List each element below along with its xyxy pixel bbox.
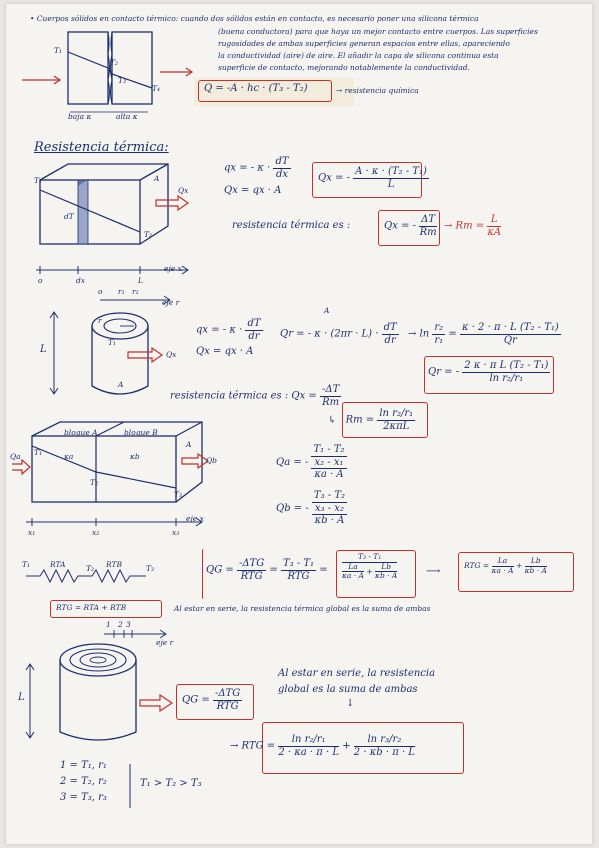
circuit-t3: T₃ [146, 564, 155, 573]
circuit-t1: T₁ [22, 560, 31, 569]
comp-qb: Qb [206, 456, 217, 465]
intro-line-5: superficie de contacto, mejorando notablemente la conductividad. [218, 63, 470, 72]
contact-t3: T₃ [118, 76, 127, 85]
comp-block-b: bloque B [124, 428, 158, 437]
cyl-t1: T₁ [108, 338, 117, 347]
comp-kb: κb [130, 452, 140, 461]
intro-line-4: la conductividad (aire) de aire. El añadir la capa de silicona continua esta [218, 51, 499, 60]
slab-dt: dT [64, 212, 74, 221]
cyl-eq3-a: A [324, 306, 330, 315]
circuit-t2: T₂ [86, 564, 95, 573]
mcyl-q: QG = $\frac{\text{-ΔTG}}{\text{RTG}}$ [182, 688, 241, 712]
series-arrow: ⟶ [426, 566, 441, 577]
mcyl-down-arrow: ↓ [346, 698, 355, 709]
cyl-res-text: resistencia térmica es : Qx = $\frac{-\Delta T}{Rт}$ [170, 384, 340, 408]
cyl-axis-r2: r₂ [132, 287, 139, 296]
slab-eq1: qx = - κ · $\frac{dT}{dx}$ [224, 156, 289, 180]
cyl-eq1: qx = - κ · $\frac{dT}{dr}$ [196, 318, 261, 342]
slab-flux: Qx = - $\frac{\text{A · κ · (T₂ - T₁)}}{L}$ [318, 166, 427, 190]
mcyl-note-1: Al estar en serie, la resistencia [278, 668, 436, 679]
cyl-a: A [118, 380, 124, 389]
slab-qx: Qx [178, 186, 189, 195]
comp-t3: T₃ [174, 490, 183, 499]
resistor-circuit [22, 558, 172, 588]
section-title: Resistencia térmica: [34, 140, 169, 155]
slab-axis-dx: dx [76, 276, 86, 285]
slab-a: A [154, 174, 160, 183]
intro-line-1: • Cuerpos sólidos en contacto térmico: cuando dos sólidos están en contacto, es necesario poner una silicona térmica [30, 14, 479, 23]
cyl-rt: ↳ Rт = $\frac{\text{ln r₂/r₁}}{\text{2κπL}}$ [328, 408, 414, 432]
slab-axis-o: o [38, 276, 43, 285]
mcyl-l: L [18, 692, 25, 703]
contact-formula: Q = -A · hc · (T₃ - T₂) [204, 83, 308, 94]
slab-axis-l: L [138, 276, 143, 285]
slab-t2: T₂ [144, 230, 153, 239]
comp-t1: T₁ [34, 448, 43, 457]
mcyl-legend-bracket [126, 762, 136, 810]
comp-qa-eq: Qa = - T₁ - T₂ x₂ - x₁ κa · A [276, 444, 345, 480]
contact-high-k: alta κ [116, 112, 138, 121]
mcyl-axis-1: 1 [106, 620, 111, 629]
cyl-l: L [40, 344, 47, 355]
comp-t2: T₂ [90, 478, 99, 487]
contact-diagram [16, 24, 206, 129]
mcyl-order: T₁ > T₂ > T₃ [140, 778, 202, 789]
comp-a: A [186, 440, 192, 449]
contact-t4: T₄ [152, 84, 161, 93]
comp-axis-x3: x₃ [172, 528, 180, 537]
slab-t1: T₁ [34, 176, 43, 185]
circuit-rta: RTA [50, 560, 66, 569]
mcyl-legend-3: 3 = T₃, r₃ [60, 792, 107, 803]
intro-line-3: rugosidades de ambas superficies generan espacios entre ellas, apareciendo [218, 39, 510, 48]
cyl-axis-o: o [98, 287, 103, 296]
cyl-r: r [98, 316, 102, 325]
contact-t2: T₂ [110, 58, 119, 67]
slab-res-formula: Qx = - $\frac{\Delta T}{Rт}$ [384, 214, 437, 238]
intro-line-2: (buena conductora) para que haya un mejor contacto entre cuerpos. Las superficies [218, 27, 538, 36]
comp-axis-x1: x₁ [28, 528, 36, 537]
comp-axis-label: eje x [186, 514, 204, 523]
mcyl-axis-label: eje r [156, 638, 174, 647]
mcyl-legend-2: 2 = T₂, r₂ [60, 776, 107, 787]
slab-rt: → Rт = $\frac{L}{\kappa A}$ [444, 214, 502, 238]
series-note: Al estar en serie, la resistencia térmica global es la suma de ambas [174, 604, 431, 613]
slab-eq2: Qx = qx · A [224, 185, 282, 196]
cyl-qx: Qx [166, 350, 177, 359]
slab-res-text: resistencia térmica es : [232, 220, 351, 231]
series-rtg: RTG = $\frac{La}{\kappa a \cdot A}$ + $\frac{Lb}{\kappa b \cdot A}$ [464, 556, 547, 575]
contact-low-k: baja κ [68, 112, 92, 121]
contact-note: → resistencia química [336, 86, 419, 95]
mcyl-rtg: → RTG = $\frac{\text{ln r₂/r₁}}{2 \cdot \kappa a \cdot \pi \cdot L}$ + $\frac{\text{ln r₃/r₂}}{2 \cdot \kappa b \cdot \pi \cdot L}$ [230, 734, 415, 758]
mcyl-axis-3: 3 [126, 620, 131, 629]
series-q-expanded: T₃ - T₁ $\frac{La}{\kappa a \cdot A}$ + $\frac{Lb}{\kappa b \cdot A}$ [342, 552, 398, 581]
cyl-axis-r1: r₁ [118, 287, 125, 296]
series-sum: RTG = RTA + RTB [56, 603, 127, 612]
comp-axis-x2: x₂ [92, 528, 100, 537]
comp-qb-eq: Qb = - T₃ - T₂ x₃ - x₂ κb · A [276, 490, 345, 526]
composite-diagram [12, 416, 222, 542]
cyl-eq2: Qx = qx · A [196, 346, 254, 357]
mcyl-note-2: global es la suma de ambas [278, 684, 418, 695]
notes-page [6, 4, 592, 844]
slab-axis-label: eje x [164, 264, 182, 273]
contact-t1: T₁ [54, 46, 63, 55]
comp-ka: κa [64, 452, 74, 461]
comp-qa: Qa [10, 452, 21, 461]
comp-block-a: bloque A [64, 428, 98, 437]
cyl-eq3: Qr = - κ · (2πr · L) · $\frac{dT}{dr}$ [280, 322, 397, 346]
cyl-flux: Qr = - $\frac{\text{2 κ · π L (T₂ - T₁)}}{\text{ln r₂/r₁}}$ [428, 360, 549, 384]
cyl-axis-label: eje r [162, 298, 180, 307]
circuit-rtb: RTB [106, 560, 123, 569]
mcyl-legend-1: 1 = T₁, r₁ [60, 760, 107, 771]
mcyl-axis-2: 2 [118, 620, 123, 629]
series-q-eq: QG = $\frac{\text{-ΔTG}}{\text{RTG}}$ = $\frac{\text{T₃ - T₁}}{\text{RTG}}$ = [206, 558, 328, 582]
cyl-eq4: → ln $\frac{\text{r₂}}{\text{r₁}}$ = $\frac{\text{κ · 2 · π · L (T₂ - T₁)}}{Qr}$ [408, 322, 559, 346]
